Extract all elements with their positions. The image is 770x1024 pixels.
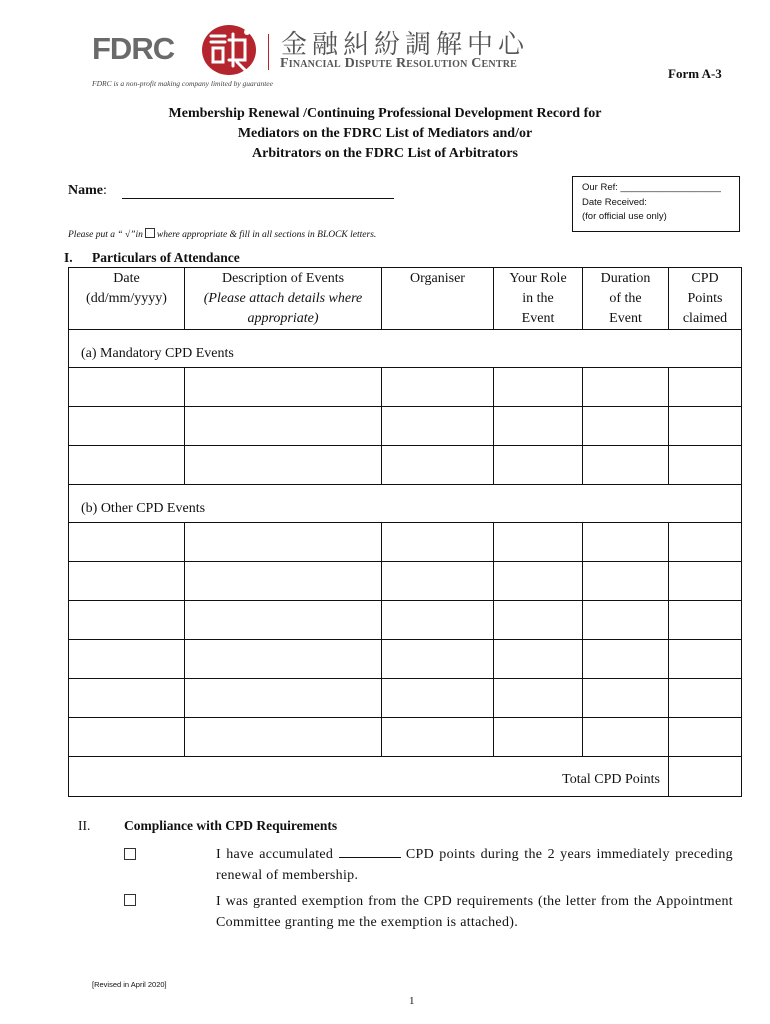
exemption-checkbox[interactable] [124, 894, 136, 906]
instruction: Please put a “ √”in where appropriate & fill in all sections in BLOCK letters. [68, 230, 377, 240]
cpd-points-cell[interactable] [669, 640, 742, 679]
logo-divider [268, 34, 269, 70]
total-row [69, 757, 742, 797]
description-cell[interactable] [185, 601, 382, 640]
organiser-cell[interactable] [382, 640, 494, 679]
date-cell[interactable] [69, 407, 185, 446]
role-cell[interactable] [494, 562, 583, 601]
table-row [69, 562, 742, 601]
description-cell[interactable] [185, 718, 382, 757]
cpd-points-cell[interactable] [669, 407, 742, 446]
duration-cell[interactable] [583, 523, 669, 562]
description-cell[interactable] [185, 407, 382, 446]
date-cell[interactable] [69, 640, 185, 679]
attendance-table [68, 267, 742, 797]
role-cell[interactable] [494, 446, 583, 485]
section-2-title: Compliance with CPD Requirements [124, 818, 338, 833]
organiser-cell[interactable] [382, 407, 494, 446]
name-label: Name: [68, 183, 107, 198]
cpd-points-cell[interactable] [669, 562, 742, 601]
duration-cell[interactable] [583, 679, 669, 718]
role-cell[interactable] [494, 523, 583, 562]
org-name-english: Financial Dispute Resolution Centre [280, 56, 517, 71]
date-cell[interactable] [69, 679, 185, 718]
official-use-note: (for official use only) [582, 211, 667, 222]
checkbox-example-icon [145, 228, 155, 238]
organiser-cell[interactable] [382, 601, 494, 640]
duration-cell[interactable] [583, 407, 669, 446]
organiser-cell[interactable] [382, 523, 494, 562]
cpd-points-cell[interactable] [669, 601, 742, 640]
org-name-chinese: 金融糾紛調解中心 [281, 30, 530, 60]
col-header-organiser: Organiser [382, 268, 494, 330]
page-number: 1 [409, 995, 415, 1007]
table-row [69, 446, 742, 485]
role-cell[interactable] [494, 640, 583, 679]
col-header-description: Description of Events (Please attach details where appropriate) [185, 268, 382, 330]
duration-cell[interactable] [583, 601, 669, 640]
role-cell[interactable] [494, 601, 583, 640]
duration-cell[interactable] [583, 562, 669, 601]
section-1-title: Particulars of Attendance [92, 250, 240, 265]
title-line-3: Arbitrators on the FDRC List of Arbitrators [252, 146, 518, 161]
mandatory-events-label: (a) Mandatory CPD Events [69, 330, 742, 368]
duration-cell[interactable] [583, 446, 669, 485]
duration-cell[interactable] [583, 718, 669, 757]
date-cell[interactable] [69, 718, 185, 757]
col-header-date: Date (dd/mm/yyyy) [69, 268, 185, 330]
accumulated-points-checkbox[interactable] [124, 848, 136, 860]
section-2-number: II. [78, 818, 91, 833]
name-field[interactable] [122, 198, 394, 199]
form-title [60, 104, 710, 164]
other-events-label: (b) Other CPD Events [69, 485, 742, 523]
date-cell[interactable] [69, 523, 185, 562]
cpd-points-blank[interactable] [339, 846, 401, 858]
table-row [69, 523, 742, 562]
total-cpd-points-cell[interactable] [669, 757, 742, 797]
date-cell[interactable] [69, 368, 185, 407]
accumulated-points-statement: I have accumulated CPD points during the 2 years immediately preceding renewal of membership. [216, 847, 733, 883]
duration-cell[interactable] [583, 368, 669, 407]
table-row [69, 640, 742, 679]
cpd-points-cell[interactable] [669, 679, 742, 718]
cpd-points-cell[interactable] [669, 446, 742, 485]
role-cell[interactable] [494, 407, 583, 446]
our-ref-field: Our Ref: ___________________ [582, 182, 721, 193]
official-use-box [572, 176, 740, 232]
organiser-cell[interactable] [382, 718, 494, 757]
organiser-cell[interactable] [382, 446, 494, 485]
date-cell[interactable] [69, 601, 185, 640]
date-cell[interactable] [69, 562, 185, 601]
date-cell[interactable] [69, 446, 185, 485]
col-header-cpd-points: CPD Points claimed [669, 268, 742, 330]
col-header-role: Your Role in the Event [494, 268, 583, 330]
cpd-points-cell[interactable] [669, 368, 742, 407]
description-cell[interactable] [185, 368, 382, 407]
table-row [69, 601, 742, 640]
description-cell[interactable] [185, 446, 382, 485]
title-line-1: Membership Renewal /Continuing Professional Development Record for [168, 106, 602, 121]
fdrc-logo-text: FDRC [92, 31, 175, 66]
role-cell[interactable] [494, 679, 583, 718]
org-tagline: FDRC is a non-profit making company limited by guarantee [92, 79, 273, 88]
total-cpd-points-label: Total CPD Points [69, 757, 669, 797]
col-header-duration: Duration of the Event [583, 268, 669, 330]
table-row [69, 407, 742, 446]
cpd-points-cell[interactable] [669, 523, 742, 562]
form-id: Form A-3 [668, 66, 722, 81]
role-cell[interactable] [494, 368, 583, 407]
title-line-2: Mediators on the FDRC List of Mediators and/or [237, 126, 533, 141]
table-row [69, 679, 742, 718]
cpd-points-cell[interactable] [669, 718, 742, 757]
description-cell[interactable] [185, 640, 382, 679]
description-cell[interactable] [185, 679, 382, 718]
description-cell[interactable] [185, 562, 382, 601]
description-cell[interactable] [185, 523, 382, 562]
date-received-field: Date Received: [582, 196, 647, 208]
mandatory-events-subheader [69, 330, 742, 368]
table-header-row [69, 268, 742, 330]
other-events-subheader [69, 485, 742, 523]
section-1-number: I. [64, 250, 73, 265]
role-cell[interactable] [494, 718, 583, 757]
duration-cell[interactable] [583, 640, 669, 679]
organiser-cell[interactable] [382, 679, 494, 718]
table-row [69, 368, 742, 407]
table-row [69, 718, 742, 757]
organiser-cell[interactable] [382, 562, 494, 601]
organiser-cell[interactable] [382, 368, 494, 407]
revision-note: [Revised in April 2020] [92, 980, 167, 989]
exemption-statement: I was granted exemption from the CPD requirements (the letter from the Appointment Committee granting me the exemption is attached). [216, 894, 733, 930]
fdrc-seal-logo-icon [199, 22, 259, 78]
